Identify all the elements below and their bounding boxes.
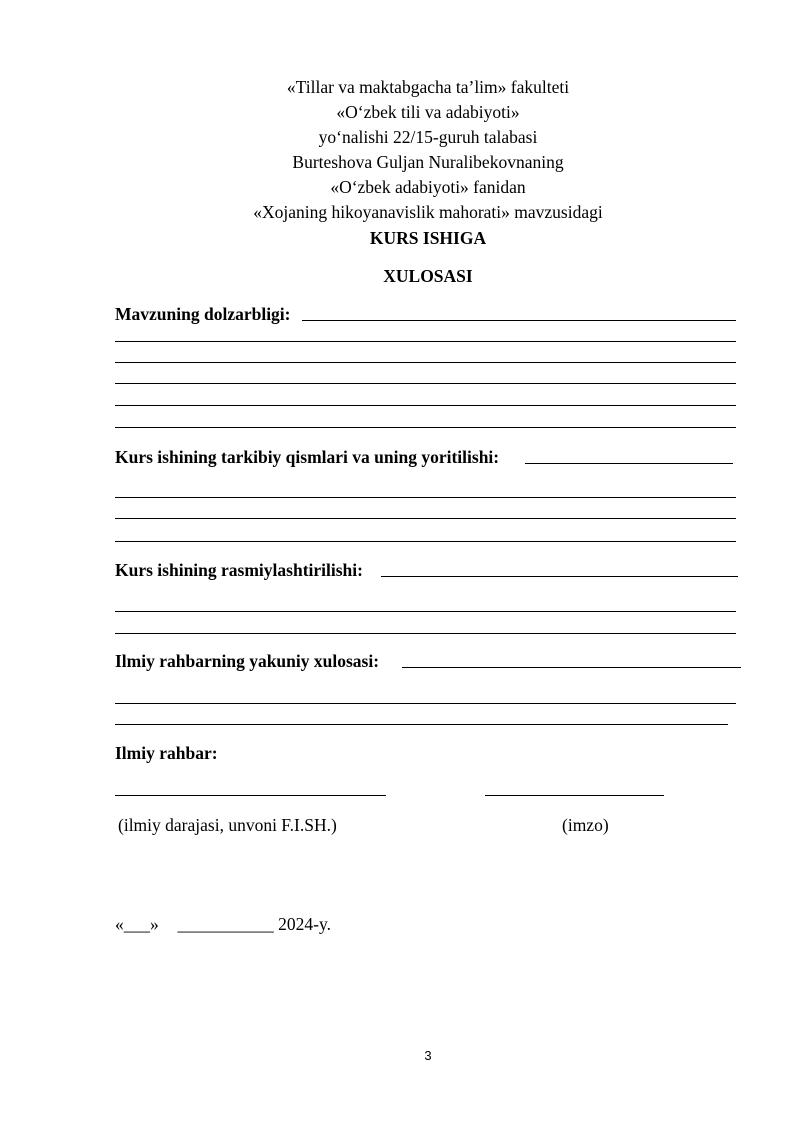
formatting-line[interactable]	[115, 633, 736, 634]
date-line	[115, 912, 331, 936]
student-name-line: Burteshova Guljan Nuralibekovnaning	[292, 152, 564, 172]
relevance-line[interactable]	[115, 341, 736, 342]
relevance-line[interactable]	[115, 362, 736, 363]
supervisor-signature-line[interactable]	[485, 795, 664, 796]
formatting-label: Kurs ishining rasmiylashtirilishi:	[115, 560, 363, 580]
relevance-line[interactable]	[115, 383, 736, 384]
relevance-line[interactable]	[115, 427, 736, 428]
date-month-blank[interactable]: ___________	[177, 914, 274, 934]
specialty-line: «O‘zbek tili va adabiyoti»	[336, 102, 520, 122]
title-kurs-ishiga: KURS ISHIGA	[369, 228, 487, 248]
supervisor-label: Ilmiy rahbar:	[115, 743, 218, 763]
date-year: 2024-y.	[278, 914, 331, 934]
relevance-fill-line[interactable]	[302, 320, 736, 321]
structure-label: Kurs ishining tarkibiy qismlari va uning yoritilishi:	[115, 447, 500, 467]
structure-line[interactable]	[115, 518, 736, 519]
conclusion-fill-line[interactable]	[402, 667, 741, 668]
conclusion-line-end[interactable]	[633, 724, 728, 725]
structure-line[interactable]	[115, 541, 736, 542]
signature-caption: (imzo)	[562, 815, 609, 835]
page-number: 3	[424, 1048, 432, 1063]
structure-line[interactable]	[115, 497, 736, 498]
conclusion-line[interactable]	[115, 703, 736, 704]
group-line: yo‘nalishi 22/15-guruh talabasi	[318, 127, 538, 147]
date-day-open: «	[115, 914, 124, 934]
relevance-label: Mavzuning dolzarbligi:	[115, 304, 291, 324]
structure-fill-line[interactable]	[525, 463, 733, 464]
name-caption: (ilmiy darajasi, unvoni F.I.SH.)	[118, 815, 337, 835]
title-xulosasi: XULOSASI	[383, 266, 473, 286]
formatting-line[interactable]	[115, 611, 736, 612]
formatting-fill-line[interactable]	[381, 576, 738, 577]
subject-line: «O‘zbek adabiyoti» fanidan	[330, 177, 526, 197]
relevance-line[interactable]	[115, 405, 736, 406]
conclusion-label: Ilmiy rahbarning yakuniy xulosasi:	[115, 651, 380, 671]
supervisor-name-line[interactable]	[115, 795, 386, 796]
faculty-line: «Tillar va maktabgacha ta’lim» fakulteti	[286, 77, 570, 97]
date-day-close: »	[150, 914, 159, 934]
conclusion-line[interactable]	[115, 724, 633, 725]
topic-line: «Xojaning hikoyanavislik mahorati» mavzusidagi	[253, 202, 603, 222]
date-day-blank[interactable]: ___	[123, 914, 150, 934]
